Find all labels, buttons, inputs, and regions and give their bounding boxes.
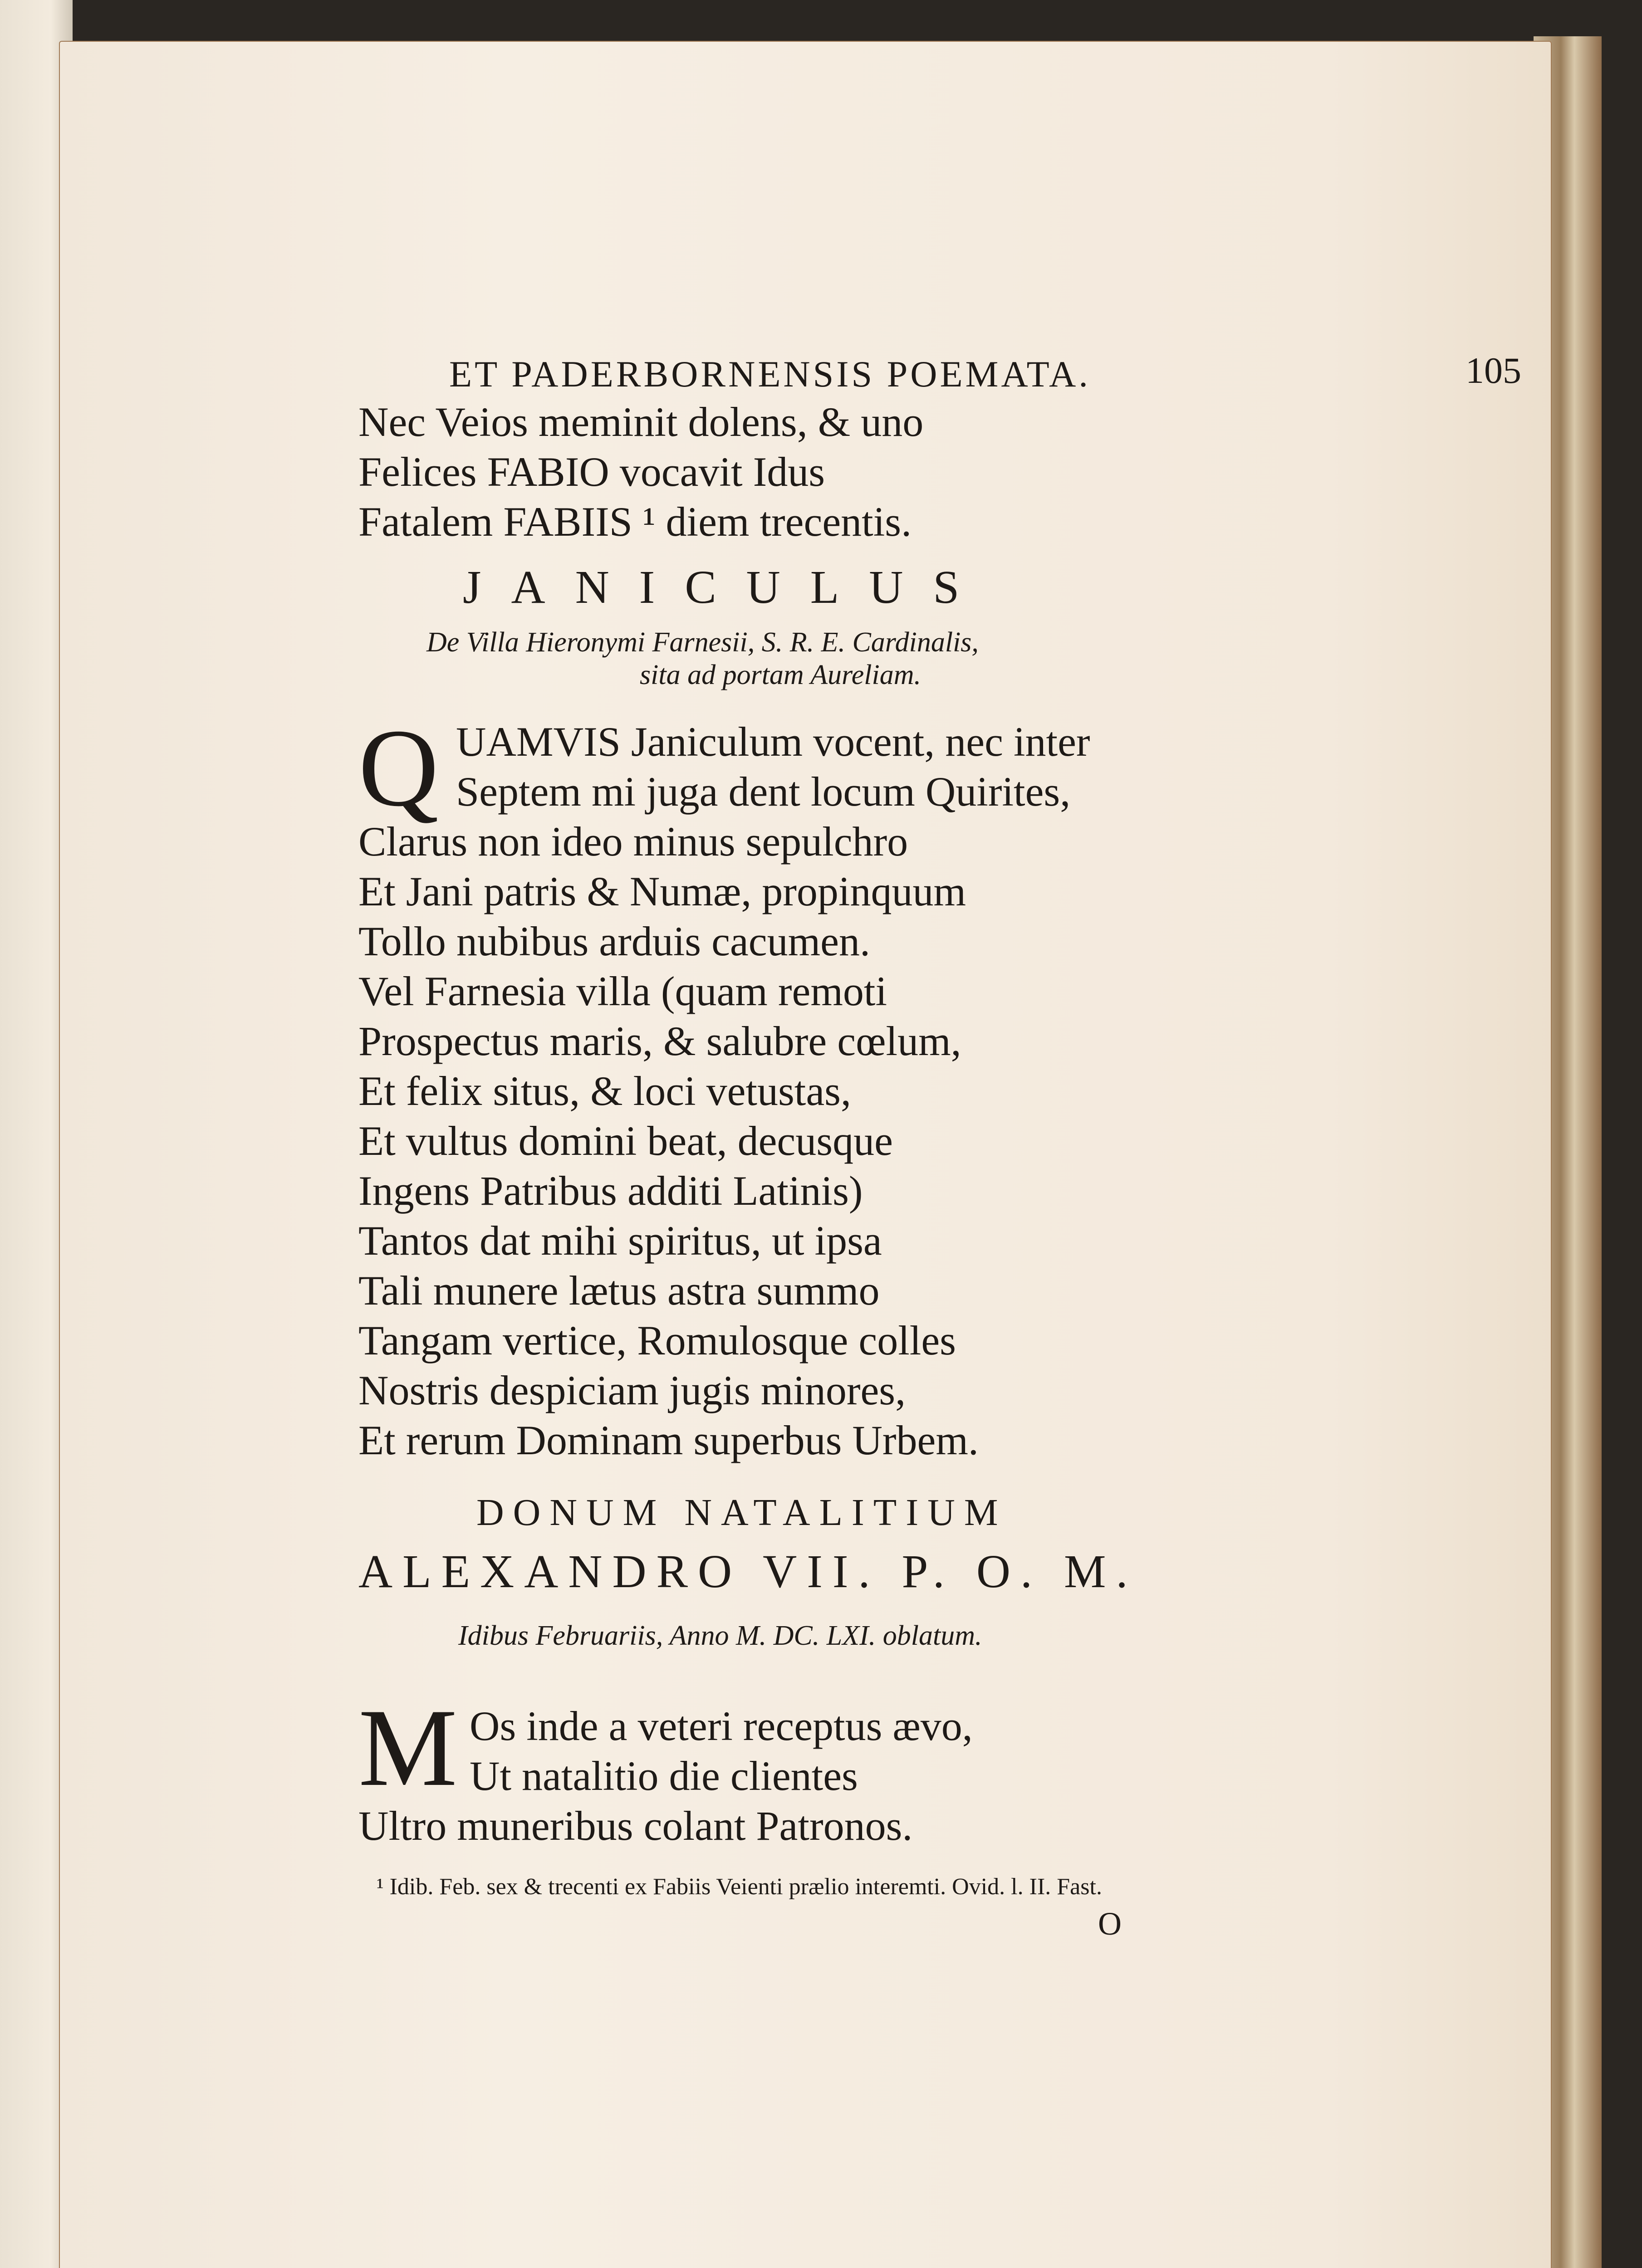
running-header: ET PADERBORNENSIS POEMATA.	[449, 353, 1091, 395]
opening-line-1: Nec Veios meminit dolens, & uno	[358, 399, 924, 445]
poem-title: JANICULUS	[463, 561, 990, 613]
poem-line-7: Prospectus maris, & salubre cœlum,	[358, 1018, 961, 1064]
page-number: 105	[1466, 350, 1521, 391]
opening-line-3: Fatalem FABIIS ¹ diem trecentis.	[358, 499, 912, 545]
poem-line-8: Et felix situs, & loci vetustas,	[358, 1068, 851, 1114]
footnote: ¹ Idib. Feb. sex & trecenti ex Fabiis Veienti prælio interemti. Ovid. l. II. Fast.	[377, 1874, 1102, 1900]
poem2-dedication: Idibus Februariis, Anno M. DC. LXI. oblatum.	[458, 1620, 982, 1651]
poem-line-9: Et vultus domini beat, decusque	[358, 1118, 893, 1164]
poem-subtitle-line-1: De Villa Hieronymi Farnesii, S. R. E. Cardinalis,	[426, 627, 979, 658]
poem-line-13: Tangam vertice, Romulosque colles	[358, 1317, 956, 1364]
poem-line-11: Tantos dat mihi spiritus, ut ipsa	[358, 1217, 882, 1264]
poem-line-6: Vel Farnesia villa (quam remoti	[358, 968, 887, 1014]
poem2-line-2: Ut natalitio die clientes	[470, 1753, 858, 1799]
book-page	[59, 41, 1552, 2268]
poem-line-10: Ingens Patribus additi Latinis)	[358, 1168, 863, 1214]
poem2-heading-2: ALEXANDRO VII. P. O. M.	[358, 1545, 1138, 1598]
poem-subtitle-line-2: sita ad portam Aureliam.	[640, 660, 921, 690]
opening-line-2: Felices FABIO vocavit Idus	[358, 449, 825, 495]
drop-cap-q: Q	[358, 706, 439, 829]
poem-line-14: Nostris despiciam jugis minores,	[358, 1367, 906, 1413]
drop-cap-m: M	[358, 1686, 457, 1809]
signature-mark: O	[1098, 1906, 1122, 1942]
poem-line-4: Et Jani patris & Numæ, propinquum	[358, 868, 966, 914]
poem-line-2: Septem mi juga dent locum Quirites,	[456, 768, 1071, 815]
poem-line-5: Tollo nubibus arduis cacumen.	[358, 918, 870, 964]
poem-line-1: UAMVIS Janiculum vocent, nec inter	[456, 719, 1090, 765]
poem-line-12: Tali munere lætus astra summo	[358, 1267, 880, 1314]
poem-line-15: Et rerum Dominam superbus Urbem.	[358, 1417, 979, 1463]
poem2-heading-1: DONUM NATALITIUM	[476, 1491, 1007, 1534]
poem2-line-1: Os inde a veteri receptus ævo,	[470, 1703, 973, 1749]
poem-line-3: Clarus non ideo minus sepulchro	[358, 818, 908, 865]
poem2-line-3: Ultro muneribus colant Patronos.	[358, 1803, 913, 1849]
